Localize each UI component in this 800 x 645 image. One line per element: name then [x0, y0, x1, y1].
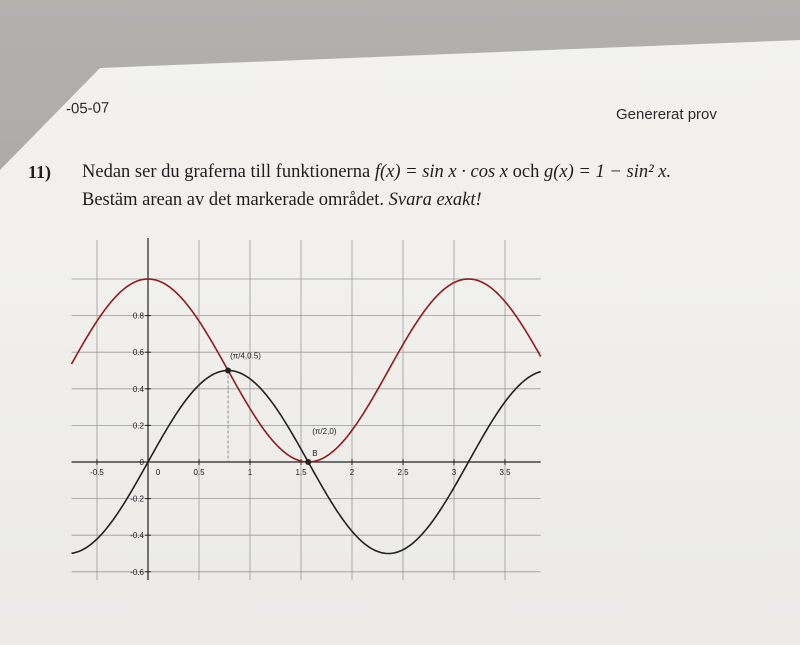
x-tick-label: 3.5	[499, 468, 511, 477]
y-tick-label: 0.2	[132, 421, 144, 431]
y-tick-label: 0.4	[132, 384, 144, 394]
x-tick-label: 2	[349, 468, 355, 477]
question-number: 11)	[28, 162, 52, 182]
y-tick-label: -0.4	[130, 531, 144, 541]
question-emphasis: Svara exakt!	[388, 190, 482, 210]
point-b-label: B	[312, 449, 318, 458]
x-tick-label: 0.5	[193, 468, 205, 477]
y-tick-label: 0	[139, 458, 144, 467]
x-tick-label: 0	[155, 468, 161, 477]
question-text-part: Nedan ser du graferna till funktionerna	[82, 162, 375, 182]
x-tick-label: 3	[451, 468, 457, 477]
point-label: (π/4,0.5)	[230, 351, 261, 361]
y-tick-label: -0.6	[130, 567, 144, 577]
question-instruction: Bestäm arean av det markerade området.	[82, 190, 389, 210]
x-tick-label: 1.5	[295, 468, 307, 477]
header-title: Genererat prov	[616, 106, 717, 123]
function-g-definition: g(x) = 1 − sin² x.	[544, 162, 672, 182]
y-tick-label: 0.6	[132, 348, 144, 358]
x-tick-label: -0.5	[90, 468, 104, 477]
y-tick-label: 0.8	[132, 311, 144, 321]
x-tick-label: 2.5	[397, 468, 409, 477]
point-label: (π/2,0)	[312, 427, 337, 436]
question-text-part: och	[508, 162, 544, 182]
intersection-point	[225, 368, 231, 374]
curve-g	[72, 279, 541, 462]
intersection-point	[305, 459, 311, 465]
y-tick-label: -0.2	[130, 494, 144, 504]
function-f-definition: f(x) = sin x · cos x	[374, 162, 509, 182]
x-tick-label: 1	[247, 468, 253, 477]
header-date: -05-07	[65, 99, 110, 118]
